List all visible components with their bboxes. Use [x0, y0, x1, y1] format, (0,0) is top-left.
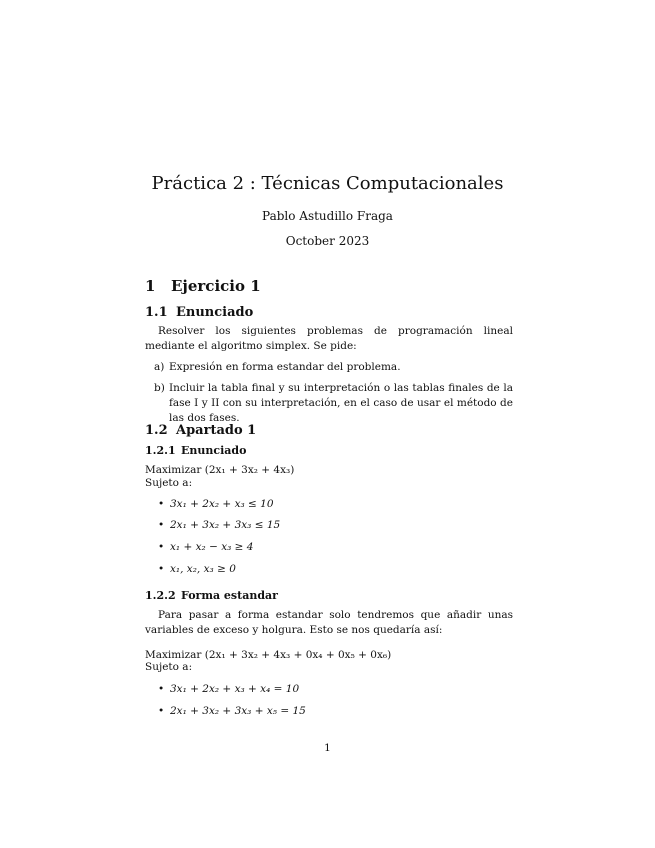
enum-label: a): [154, 361, 165, 373]
document-author: Pablo Astudillo Fraga: [262, 209, 393, 223]
constraint-item: [158, 497, 274, 511]
constraint-item: [158, 518, 280, 532]
constraint-text: x₁, x₂, x₃ ≥ 0: [170, 563, 236, 575]
bullet-icon: •: [158, 541, 165, 553]
subsubsection-number: 1.2.2: [145, 589, 176, 602]
subject-to-label: Sujeto a:: [145, 477, 193, 489]
subsubsection-number: 1.2.1: [145, 444, 176, 457]
bullet-icon: •: [158, 705, 165, 717]
subsubsection-heading-1-2-1: [145, 444, 246, 457]
objective-function: Maximizar (2x₁ + 3x₂ + 4x₃): [145, 464, 295, 476]
constraint-item: [158, 682, 299, 696]
subject-to-label: Sujeto a:: [145, 661, 193, 673]
page-number: 1: [324, 742, 331, 754]
bullet-icon: •: [158, 498, 165, 510]
bullet-icon: •: [158, 563, 165, 575]
bullet-icon: •: [158, 519, 165, 531]
constraint-text: 3x₁ + 2x₂ + x₃ + x₄ = 10: [170, 683, 300, 695]
subsection-title: Apartado 1: [176, 423, 257, 438]
bullet-icon: •: [158, 683, 165, 695]
subsubsection-title: Forma estandar: [181, 589, 278, 602]
section-heading-1: [145, 277, 261, 295]
subsection-title: Enunciado: [176, 305, 254, 320]
subsection-heading-1-2: [145, 423, 256, 438]
enum-label: b): [154, 382, 165, 394]
constraint-text: 2x₁ + 3x₂ + 3x₃ ≤ 15: [170, 519, 281, 531]
standard-form-paragraph: Para pasar a forma estandar solo tendremos que añadir unas variables de exceso y holgura. Esto se nos quedaría así:: [145, 609, 513, 636]
subsubsection-heading-1-2-2: [145, 589, 278, 602]
enum-text: Expresión en forma estandar del problema.: [169, 361, 401, 373]
subsection-heading-1-1: [145, 305, 253, 320]
subsection-number: 1.2: [145, 423, 168, 438]
intro-paragraph: Resolver los siguientes problemas de programación lineal mediante el algoritmo simplex. Se pide:: [145, 325, 513, 352]
constraint-item: [158, 704, 306, 718]
constraint-item: [158, 540, 254, 554]
document-title: Práctica 2 : Técnicas Computacionales: [151, 173, 504, 194]
constraint-item: [158, 562, 236, 576]
constraint-text: 2x₁ + 3x₂ + 3x₃ + x₅ = 15: [170, 705, 306, 717]
document-date: October 2023: [285, 234, 370, 248]
enum-text: Incluir la tabla final y su interpretación o las tablas finales de la fase I y II con su interpretación, en el caso de usar el método de las dos fases.: [169, 382, 513, 424]
subsection-number: 1.1: [145, 305, 168, 320]
constraint-text: 3x₁ + 2x₂ + x₃ ≤ 10: [170, 498, 274, 510]
constraint-text: x₁ + x₂ − x₃ ≥ 4: [170, 541, 254, 553]
section-number: 1: [145, 277, 156, 295]
objective-function: Maximizar (2x₁ + 3x₂ + 4x₃ + 0x₄ + 0x₅ + 0x₆): [145, 649, 392, 661]
subsubsection-title: Enunciado: [181, 444, 247, 457]
section-title: Ejercicio 1: [171, 277, 261, 295]
